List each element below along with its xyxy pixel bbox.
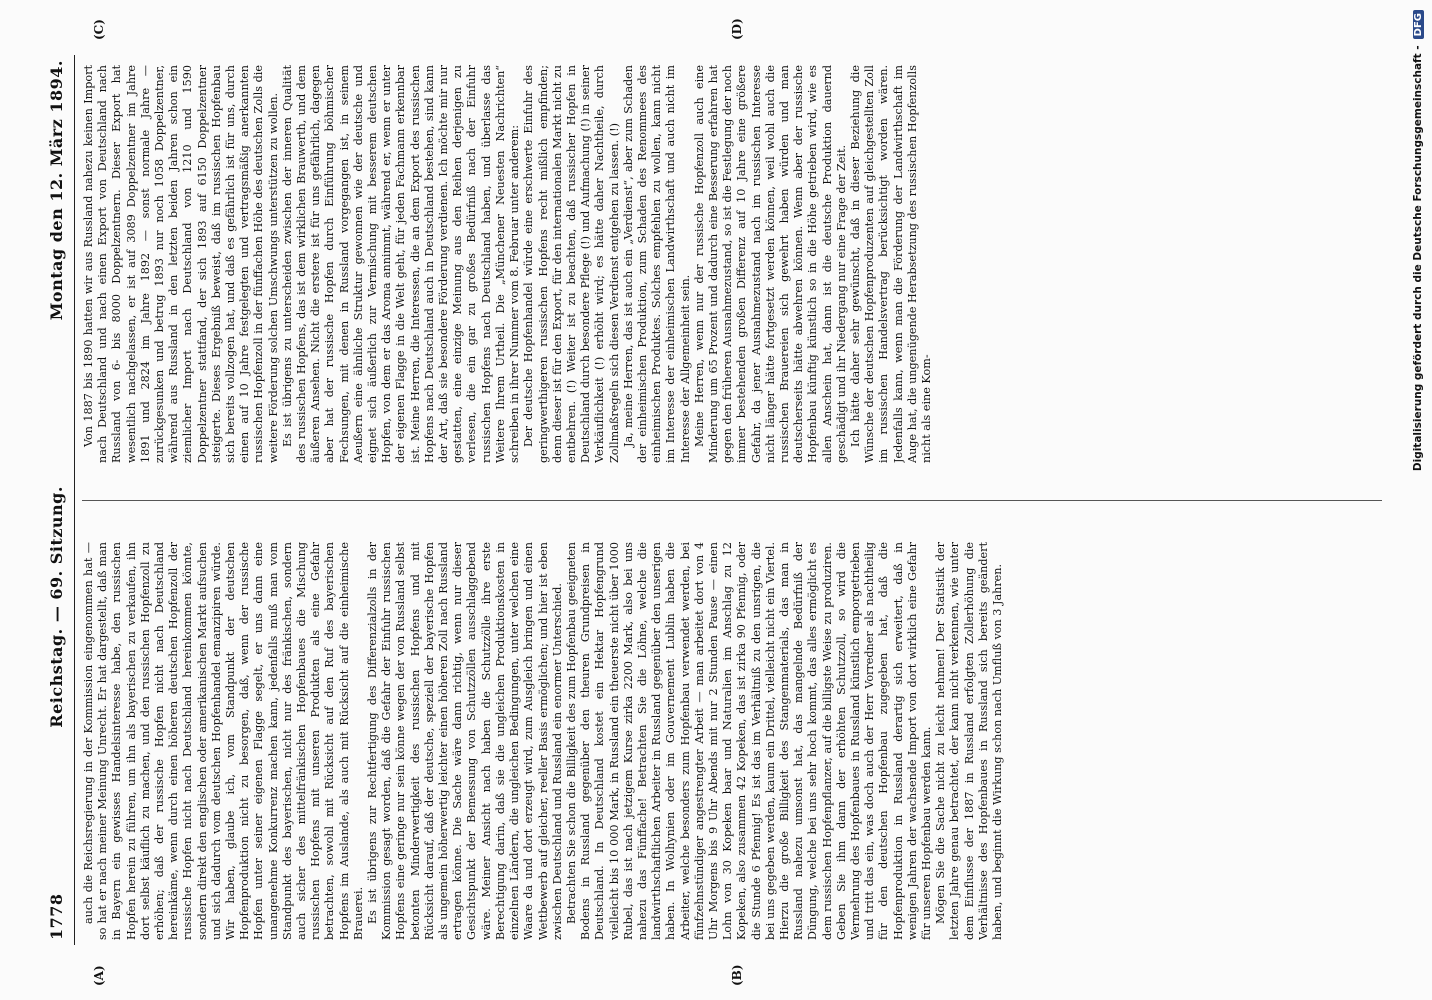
margin-mark-b: (B) xyxy=(730,964,744,986)
left-paragraph: auch die Reichsregierung in der Kommission eingenommen hat — so hat er nach meiner Meinung Unrecht. Er hat dargestellt, daß man in Bayern ein gewisses Handelsinteresse habe, den russischen Hopfen herein zu führen, um ihn als bayerischen zu verkaufen, ihn dort selbst käuflich zu machen, und den russischen Hopfenzoll zu erhöhen; daß der russische Hopfen nicht nach Deutschland hereinkäme, wenn durch einen höheren deutschen Hopfenzoll der russische Hopfen nicht nach Deutschland hereinkommen könnte, sondern direkt den englischen oder amerikanischen Markt aufsuchen und sich dadurch vom deutschen Hopfenhandel emanzipiren würde. Wir haben, glaube ich, vom Standpunkt der deutschen Hopfenproduktion nicht zu besorgen, daß, wenn der russische Hopfen unter seiner eigenen Flagge segelt, er uns dann eine unangenehme Konkurrenz machen kann, jedenfalls muß man vom Standpunkt des bayerischen, nicht nur des fränkischen, sondern auch sicher des mittelfränkischen Hopfenbaues die Mischung russischen Hopfens mit unseren Produkten als eine Gefahr betrachten, sowohl mit Rücksicht auf den Ruf des bayerischen Hopfens im Auslande, als auch mit Rücksicht auf die einheimische Brauerei. xyxy=(82,542,365,940)
margin-mark-d: (D) xyxy=(730,18,744,40)
session-date: Montag den 12. März 1894. xyxy=(46,60,66,321)
column-divider xyxy=(82,500,1382,501)
right-column xyxy=(82,65,1382,463)
left-paragraph: Es ist übrigens zur Rechtfertigung des Differenzialzolls in der Kommission gesagt worden, daß die Gefahr der Einfuhr russischen Hopfens eine geringe nur sein könne wegen der von Russland selbst betonten Minderwertigkeit des russischen Hopfens und mit Rücksicht darauf, daß der deutsche, speziell der bayerische Hopfen als ungemein höherwertig leichter einen höheren Zoll nach Russland ertragen könne. Die Sache wäre dann richtig, wenn nur dieser Gesichtspunkt der Bemessung von Schutzzöllen ausschlaggebend wäre. Meiner Ansicht nach haben die Schutzzölle ihre erste Berechtigung darin, daß sie die ungleichen Produktionskosten in einzelnen Ländern, die ungleichen Bedingungen, unter welchen eine Waare da und dort erzeugt wird, zum Ausgleich bringen und einen Wettbewerb auf gleicher, reeller Basis ermöglichen; und hier ist eben zwischen Deutschland und Russland ein enormer Unterschied. xyxy=(366,542,564,940)
dfg-logo: DFG xyxy=(1413,10,1424,39)
digitization-note xyxy=(1410,10,1426,990)
right-paragraph: Von 1887 bis 1890 hatten wir aus Russland nahezu keinen Import nach Deutschland und nach einen Export von Deutschland nach Russland von 6- bis 8000 Doppelzentnern. Dieser Export hat wesentlich nachgelassen, er ist auf 3089 Doppelzentner im Jahre 1891 und 2824 im Jahre 1892 — sonst normale Jahre — zurückgesunken und betrug 1893 nur noch 1058 Doppelzentner, während aus Russland in den letzten beiden Jahren schon ein ziemlicher Import nach Deutschland von 1210 und 1590 Doppelzentner stattfand, der sich 1893 auf 6150 Doppelzentner steigerte. Dieses Ergebniß beweist, daß im russischen Hopfenbau sich bereits vollzogen hat, und daß es gefährlich ist für uns, durch einen auf 10 Jahre festgelegten und vertragsmäßig anerkannten russischen Hopfenzoll in der fünffachen Höhe des deutschen Zolls die weitere Förderung solchen Umschwungs unterstützen zu wollen. xyxy=(82,65,280,463)
right-paragraph: Der deutsche Hopfenhandel würde eine erschwerte Einfuhr des geringwerthigeren russischen Hopfens recht mißlich empfinden; denn dieser ist für den Export, für den internationalen Markt nicht zu entbehren. (!) Weiter ist zu beachten, daß russischer Hopfen in Deutschland durch besondere Pflege (!) und Aufmachung (!) in seiner Verkäuflichkeit (!) erhöht wird; es hätte daher Nachtheile, durch Zollmaßregeln sich diesen Verdienst entgehen zu lassen. (!) xyxy=(522,65,621,463)
left-paragraph: Mögen Sie die Sache nicht zu leicht nehmen! Der Statistik der letzten Jahre genau betrachtet, der kann nicht verkennen, wie unter dem Einflusse der 1887 in Russland erfolgten Zollerhöhung die Verhältnisse des Hopfenbaues in Russland sich bereits geändert haben, und beginnt die Wirkung schon nach Umfluß von 3 Jahren. xyxy=(934,542,1004,940)
right-paragraph: Es ist übrigens zu unterscheiden zwischen der inneren Qualität des russischen Hopfens, das ist dem wirklichen Brauwerth, und dem äußeren Ansehen. Nicht die erstere ist für uns gefährlich, dagegen aber hat der russische Hopfen durch Einführung böhmischer Fechsungen, mit denen in Russland vorgegangen ist, in seinem Aeußern eine ähnliche Struktur gewonnen wie der deutsche und eignet sich äußerlich zur Vermischung mit besserem deutschen Hopfen, von dem er das Aroma annimmt, während er, wenn er unter der eigenen Flagge in die Welt geht, für jeden Fachmann erkennbar ist. Meine Herren, die Interessen, die an dem Export des russischen Hopfens nach Deutschland auch in Deutschland bestehen, sind kann der Art, daß sie besondere Förderung verdienen. Ich möchte mir nur gestatten, eine einzige Meinung aus den Reihen derjenigen zu verlesen, die ein gar zu großes Bedürfniß nach der Einfuhr russischen Hopfens nach Deutschland haben, und überlasse das Weitere Ihrem Urtheil. Die „Münchener Neuesten Nachrichten“ schreiben in ihrer Nummer vom 8. Februar unter anderem: xyxy=(280,65,522,463)
session-title: Reichstag. — 69. Sitzung. xyxy=(46,486,66,728)
page-number: 1778 xyxy=(46,893,66,940)
digitization-text: Digitalisierung gefördert durch die Deutsche Forschungsgemeinschaft - xyxy=(1412,45,1424,472)
margin-mark-c: (C) xyxy=(92,19,106,40)
left-paragraph: Betrachten Sie schon die Billigkeit des zum Hopfenbau geeigneten Bodens in Russland gegenüber den theuren Grundpreisen in Deutschland. In Deutschland kostet ein Hektar Hopfengrund vielleicht bis 10 000 Mark, in Russland ein theuerste nicht über 1000 Rubel, das ist nach jetzigem Kurse zirka 2200 Mark, also bei uns nahezu das Fünffache! Betrachten Sie die Löhne, welche die landwirthschaftlichen Arbeiter in Russland gegenüber den unserigen haben. In Wolhynien oder im Gouvernement Lublin haben die Arbeiter, welche besonders zum Hopfenbau verwendet werden, bei fünfzehnstündiger angestrengter Arbeit — man arbeitet dort von 4 Uhr Morgens bis 9 Uhr Abends mit nur 2 Stunden Pause — einen Lohn von 30 Kopeken baar und Naturalien im Anschlag zu 12 Kopeken, also zusammen 42 Kopeken, das ist zirka 90 Pfennig, oder die Stunde 6 Pfennig! Es ist das im Verhältniß zu den unsrigen, die bei uns gegeben werden, kaum ein Drittel, vielleicht nicht ein Viertel. Hierzu die große Billigkeit des Stangenmaterials, das man in Russland nahezu umsonst hat, das mangelnde Bedürfniß der Düngung, welche bei uns sehr hoch kommt, das alles ermöglicht es dem russischen Hopfenpflanzer, auf die billigste Weise zu produziren. Geben Sie ihm dann der erhöhten Schutzzoll, so wird die Vermehrung des Hopfenbaues in Russland künstlich emporgetrieben und tritt das ein, was doch auch der Herr Vorredner als nachtheilig für den deutschen Hopfenbau zugegeben hat, daß die Hopfenproduktion in Russland derartig sich erweitert, daß in wenigen Jahren der wachsende Import von dort wirklich eine Gefahr für unseren Hopfenbau werden kann. xyxy=(564,542,933,940)
page-header xyxy=(40,60,72,940)
left-column xyxy=(82,542,1382,940)
right-paragraph: Ja, meine Herren, das ist auch ein „Verdienst“, aber zum Schaden der einheimischen Produktion, zum Schaden des Renommees des einheimischen Produktes. Solches empfehlen zu wollen, kann nicht im Interesse der einheimischen Landwirthschaft und auch nicht im Interesse der Allgemeinheit sein. xyxy=(621,65,692,463)
margin-mark-a: (A) xyxy=(92,965,106,986)
right-paragraph: Meine Herren, wenn nur der russische Hopfenzoll auch eine Minderung um 65 Prozent und dadurch eine Besserung erfahren hat gegen den früheren Ausnahmezustand, so ist die Festlegung der noch immer bestehenden großen Differenz auf 10 Jahre eine größere Gefahr, da jener Ausnahmezustand nach im russischen Interesse nicht länger hätte fortgesetzt werden können, weil wohl auch die russischen Brauereien sich gewehrt haben würden und man deutscherseits hätte abwehren können. Wenn aber der russische Hopfenbau künftig künstlich so in die Höhe getrieben wird, wie es allen Anschein hat, dann ist die deutsche Produktion dauernd geschädigt und ihr Niedergang nur eine Frage der Zeit. xyxy=(692,65,848,463)
right-paragraph: Ich hätte daher sehr gewünscht, daß in dieser Beziehung die Wünsche der deutschen Hopfenproduzenten auf gleichgestellten Zoll im russischen Handelsvertrag berücksichtigt worden wären. Jedenfalls kann, wenn man die Förderung der Landwirthschaft im Auge hat, die ungenügende Herabsetzung des russischen Hopfenzolls nicht als eine Kom- xyxy=(848,65,933,463)
header-rule xyxy=(74,55,75,945)
